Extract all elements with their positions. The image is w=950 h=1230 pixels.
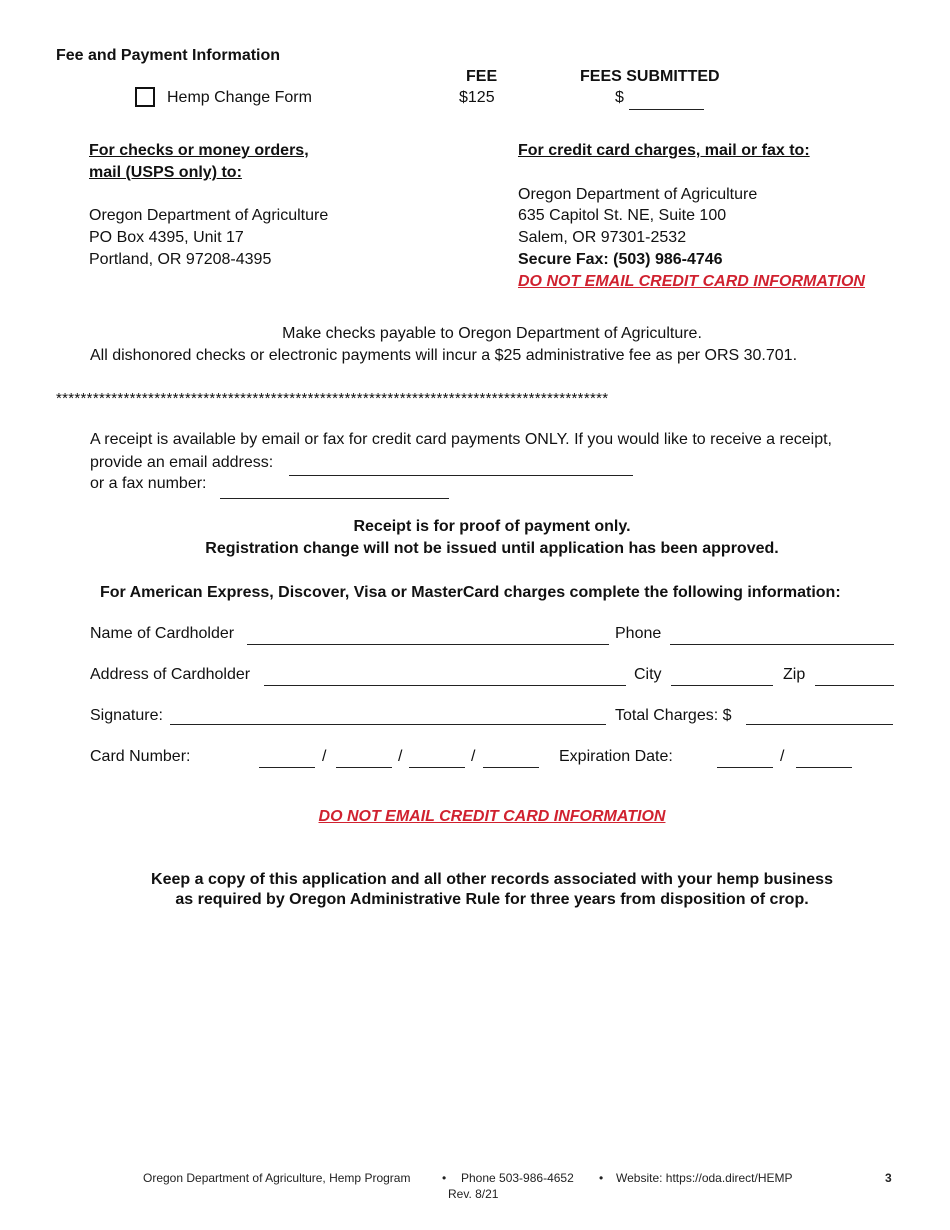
footer-website: Website: https://oda.direct/HEMP <box>616 1171 793 1185</box>
dishonored-note: All dishonored checks or electronic payments will incur a $25 administrative fee as per ORS 30.701. <box>90 347 798 364</box>
fees-submitted-currency: $ <box>615 89 624 106</box>
city-input[interactable] <box>671 684 773 686</box>
receipt-fax-label: or a fax number: <box>90 475 207 492</box>
card-number-group-2[interactable] <box>336 766 392 768</box>
cardholder-name-label: Name of Cardholder <box>90 625 235 642</box>
receipt-fax-input[interactable] <box>220 497 449 499</box>
receipt-proof-line1: Receipt is for proof of payment only. <box>353 518 631 535</box>
hemp-change-form-label: Hemp Change Form <box>167 89 312 106</box>
card-number-group-4[interactable] <box>483 766 539 768</box>
fees-submitted-header: FEES SUBMITTED <box>580 68 720 85</box>
hemp-change-form-fee: $125 <box>459 89 495 106</box>
separator-line: ****************************************************************************************** <box>56 390 609 407</box>
zip-label: Zip <box>783 666 806 683</box>
expiration-month-input[interactable] <box>717 766 773 768</box>
fee-header: FEE <box>466 68 498 85</box>
bottom-warning: DO NOT EMAIL CREDIT CARD INFORMATION <box>318 808 666 825</box>
checks-address-line1: Oregon Department of Agriculture <box>89 207 329 224</box>
payable-note: Make checks payable to Oregon Department of Agriculture. <box>282 325 702 342</box>
card-number-slash-2: / <box>398 748 403 765</box>
total-charges-input[interactable] <box>746 723 893 725</box>
hemp-change-form-checkbox[interactable] <box>135 87 155 107</box>
credit-heading: For credit card charges, mail or fax to: <box>518 142 810 159</box>
expiration-year-input[interactable] <box>796 766 852 768</box>
receipt-email-label: provide an email address: <box>90 454 274 471</box>
cardholder-address-input[interactable] <box>264 684 626 686</box>
expiration-date-label: Expiration Date: <box>559 748 673 765</box>
card-number-group-1[interactable] <box>259 766 315 768</box>
receipt-email-input[interactable] <box>289 474 633 476</box>
zip-input[interactable] <box>815 684 894 686</box>
signature-input[interactable] <box>170 723 606 725</box>
phone-input[interactable] <box>670 643 894 645</box>
keep-copy-line1: Keep a copy of this application and all other records associated with your hemp business <box>151 871 833 888</box>
cardholder-address-label: Address of Cardholder <box>90 666 251 683</box>
card-number-slash-3: / <box>471 748 476 765</box>
credit-address-line1: Oregon Department of Agriculture <box>518 186 758 203</box>
card-number-group-3[interactable] <box>409 766 465 768</box>
footer-revision: Rev. 8/21 <box>448 1187 499 1201</box>
expiration-slash: / <box>780 748 785 765</box>
receipt-intro: A receipt is available by email or fax for credit card payments ONLY. If you would like to receive a receipt, <box>90 431 832 448</box>
card-number-slash-1: / <box>322 748 327 765</box>
checks-address-line3: Portland, OR 97208-4395 <box>89 251 272 268</box>
footer-bullet-2: • <box>599 1171 604 1185</box>
credit-warning: DO NOT EMAIL CREDIT CARD INFORMATION <box>518 273 865 290</box>
credit-address-line2: 635 Capitol St. NE, Suite 100 <box>518 207 727 224</box>
checks-heading-line1: For checks or money orders, <box>89 142 309 159</box>
credit-address-line3: Salem, OR 97301-2532 <box>518 229 687 246</box>
city-label: City <box>634 666 662 683</box>
checks-address-line2: PO Box 4395, Unit 17 <box>89 229 244 246</box>
footer-page-number: 3 <box>885 1171 892 1185</box>
credit-secure-fax: Secure Fax: (503) 986-4746 <box>518 251 723 268</box>
checks-heading-line2: mail (USPS only) to: <box>89 164 242 181</box>
total-charges-label: Total Charges: $ <box>615 707 732 724</box>
fees-submitted-input[interactable] <box>629 108 704 110</box>
footer-org: Oregon Department of Agriculture, Hemp Program <box>143 1171 411 1185</box>
section-title: Fee and Payment Information <box>56 47 281 64</box>
cardholder-name-input[interactable] <box>247 643 609 645</box>
card-form-heading: For American Express, Discover, Visa or MasterCard charges complete the following information: <box>100 584 841 601</box>
footer-bullet-1: • <box>442 1171 447 1185</box>
phone-label: Phone <box>615 625 662 642</box>
keep-copy-line2: as required by Oregon Administrative Rule for three years from disposition of crop. <box>175 891 809 908</box>
card-number-label: Card Number: <box>90 748 191 765</box>
receipt-proof-line2: Registration change will not be issued until application has been approved. <box>205 540 779 557</box>
signature-label: Signature: <box>90 707 163 724</box>
footer-phone: Phone 503-986-4652 <box>461 1171 574 1185</box>
